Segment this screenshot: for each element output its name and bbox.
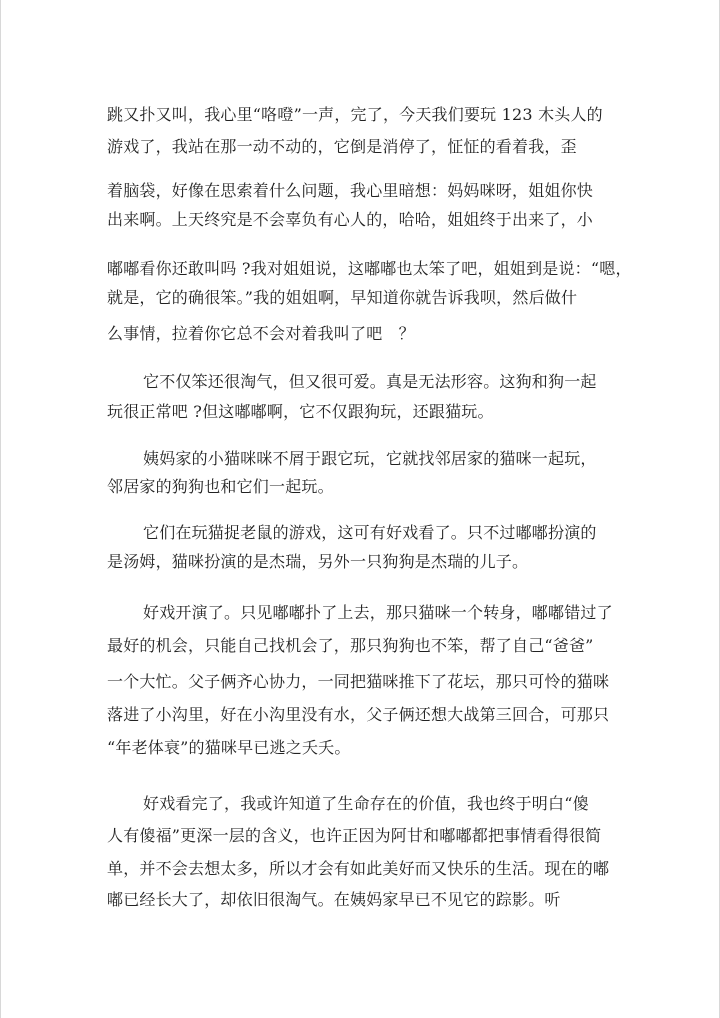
text-line: 一个大忙。父子俩齐心协力，一同把猫咪推下了花坛，那只可怜的猫咪	[107, 672, 610, 691]
text-line: 邻居家的狗狗也和它们一起玩。	[107, 477, 334, 496]
text-line: 嘟嘟看你还敢叫吗 ?我对姐姐说，这嘟嘟也太笨了吧，姐姐到是说：“嗯，	[107, 259, 632, 278]
text-line: 跳又扑又叫，我心里“咯噔”一声，完了，今天我们要玩 123 木头人的	[107, 105, 603, 124]
text-line: 人有傻福”更深一层的含义，也许正因为阿甘和嘟嘟都把事情看得很简	[107, 826, 602, 845]
text-line: “年老体衰”的猫咪早已逃之夭夭。	[107, 738, 351, 757]
text-line: 嘟已经长大了，却依旧很淘气。在姨妈家早已不见它的踪影。听	[107, 890, 561, 909]
text-line: 单，并不会去想太多，所以才会有如此美好而又快乐的生活。现在的嘟	[107, 859, 610, 878]
page-edge-left	[0, 0, 1, 1018]
text-line: 玩很正常吧 ?但这嘟嘟啊，它不仅跟狗玩，还跟猫玩。	[107, 402, 494, 421]
text-line: 么事情，拉着你它总不会对着我叫了吧 ？	[107, 324, 415, 343]
text-line: 它不仅笨还很淘气，但又很可爱。真是无法形容。这狗和狗一起	[143, 372, 597, 391]
text-line: 它们在玩猫捉老鼠的游戏，这可有好戏看了。只不过嘟嘟扮演的	[143, 523, 597, 542]
text-line: 最好的机会，只能自己找机会了，那只狗狗也不笨，帮了自己“爸爸”	[107, 636, 594, 655]
text-line: 好戏开演了。只见嘟嘟扑了上去，那只猫咪一个转身，嘟嘟错过了	[143, 603, 613, 622]
text-line: 着脑袋，好像在思索着什么问题，我心里暗想：妈妈咪呀，姐姐你快	[107, 181, 594, 200]
text-line: 出来啊。上天终究是不会辜负有心人的，哈哈，姐姐终于出来了，小	[107, 210, 594, 229]
text-line: 姨妈家的小猫咪咪不屑于跟它玩，它就找邻居家的猫咪一起玩，	[143, 449, 597, 468]
text-line: 游戏了，我站在那一动不动的，它倒是消停了，怔怔的看着我，歪	[107, 137, 577, 156]
text-line: 是汤姆，猫咪扮演的是杰瑞，另外一只狗狗是杰瑞的儿子。	[107, 552, 529, 571]
text-line: 落进了小沟里，好在小沟里没有水，父子俩还想大战第三回合，可那只	[107, 705, 610, 724]
text-line: 就是，它的确很笨。”我的姐姐啊，早知道你就告诉我呗，然后做什	[107, 288, 578, 307]
text-line: 好戏看完了，我或许知道了生命存在的价值，我也终于明白“傻	[143, 794, 589, 813]
